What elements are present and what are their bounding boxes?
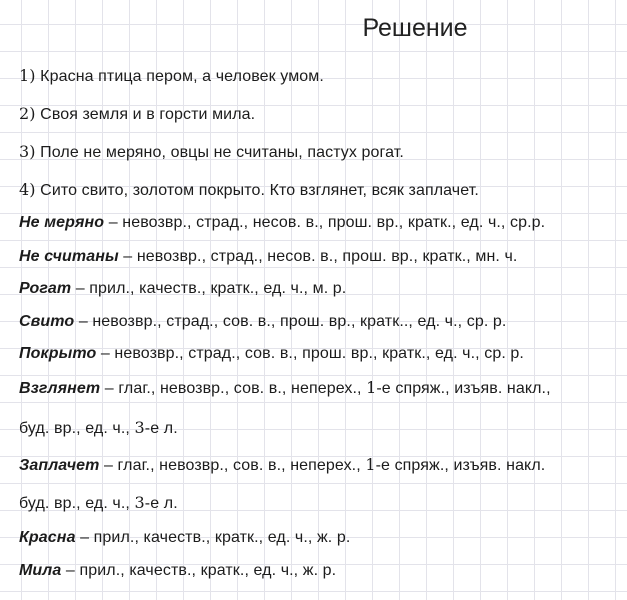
person-number: 3: [134, 418, 145, 437]
analysis-term: Не считаны: [19, 248, 119, 265]
person-number: 3: [134, 493, 145, 512]
analysis-description: глаг., невозвр., сов. в., неперех.,: [118, 380, 367, 397]
analysis-zaplachet-cont: [19, 493, 178, 513]
analysis-krasna: [19, 529, 350, 547]
analysis-description: буд. вр., ед. ч.,: [19, 420, 135, 437]
proverb-number: 3): [19, 142, 36, 161]
analysis-separator: –: [99, 457, 118, 474]
analysis-vzglyanet: [19, 378, 551, 398]
analysis-description: невозвр., страд., сов. в., прош. вр., кратк., ед. ч., ср. р.: [114, 345, 524, 362]
analysis-pokryto: [19, 345, 524, 363]
analysis-separator: –: [75, 529, 94, 546]
analysis-description: невозвр., страд., несов. в., прош. вр., кратк., ед. ч., ср.р.: [122, 214, 546, 231]
proverb-2: [19, 104, 255, 124]
analysis-description: буд. вр., ед. ч.,: [19, 495, 135, 512]
proverb-4: [19, 180, 479, 200]
proverb-3: [19, 142, 404, 162]
analysis-description: глаг., невозвр., сов. в., неперех.,: [117, 457, 366, 474]
proverb-text: Поле не меряно, овцы не считаны, пастух рогат.: [40, 144, 404, 161]
proverb-text: Своя земля и в горсти мила.: [40, 106, 256, 123]
analysis-term: Взглянет: [19, 380, 101, 397]
analysis-term: Покрыто: [19, 345, 97, 362]
analysis-description: -е л.: [144, 495, 178, 512]
proverb-1: [19, 66, 324, 86]
conjugation-number: 1: [365, 455, 376, 474]
analysis-separator: –: [100, 380, 119, 397]
analysis-separator: –: [71, 280, 90, 297]
analysis-separator: –: [74, 313, 93, 330]
analysis-description: -е л.: [144, 420, 178, 437]
conjugation-number: 1: [366, 378, 377, 397]
analysis-term: Не меряно: [19, 214, 105, 231]
analysis-term: Красна: [19, 529, 76, 546]
proverb-number: 4): [19, 180, 36, 199]
analysis-term: Свито: [19, 313, 75, 330]
analysis-zaplachet: [19, 455, 545, 475]
analysis-separator: –: [61, 562, 80, 579]
analysis-separator: –: [104, 214, 123, 231]
page-title: Решение: [362, 14, 468, 42]
analysis-mila: [19, 562, 336, 580]
analysis-ne-meryano: [19, 214, 545, 232]
proverb-text: Красна птица пером, а человек умом.: [40, 68, 324, 85]
proverb-number: 1): [19, 66, 36, 85]
analysis-ne-schitany: [19, 248, 517, 266]
analysis-rogat: [19, 280, 346, 298]
analysis-term: Заплачет: [19, 457, 100, 474]
analysis-description: -е спряж., изъяв. накл.,: [376, 380, 551, 397]
analysis-description: прил., качеств., кратк., ед. ч., ж. р.: [79, 562, 337, 579]
analysis-svito: [19, 313, 506, 331]
analysis-description: -е спряж., изъяв. накл.: [375, 457, 546, 474]
analysis-term: Мила: [19, 562, 62, 579]
analysis-description: невозвр., страд., несов. в., прош. вр., кратк., мн. ч.: [136, 248, 518, 265]
analysis-description: прил., качеств., кратк., ед. ч., м. р.: [89, 280, 347, 297]
analysis-separator: –: [118, 248, 137, 265]
analysis-term: Рогат: [19, 280, 72, 297]
analysis-separator: –: [96, 345, 115, 362]
proverb-number: 2): [19, 104, 36, 123]
analysis-vzglyanet-cont: [19, 418, 178, 438]
proverb-text: Сито свито, золотом покрыто. Кто взглянет, всяк заплачет.: [40, 182, 479, 199]
analysis-description: прил., качеств., кратк., ед. ч., ж. р.: [93, 529, 351, 546]
analysis-description: невозвр., страд., сов. в., прош. вр., кратк.., ед. ч., ср. р.: [92, 313, 507, 330]
